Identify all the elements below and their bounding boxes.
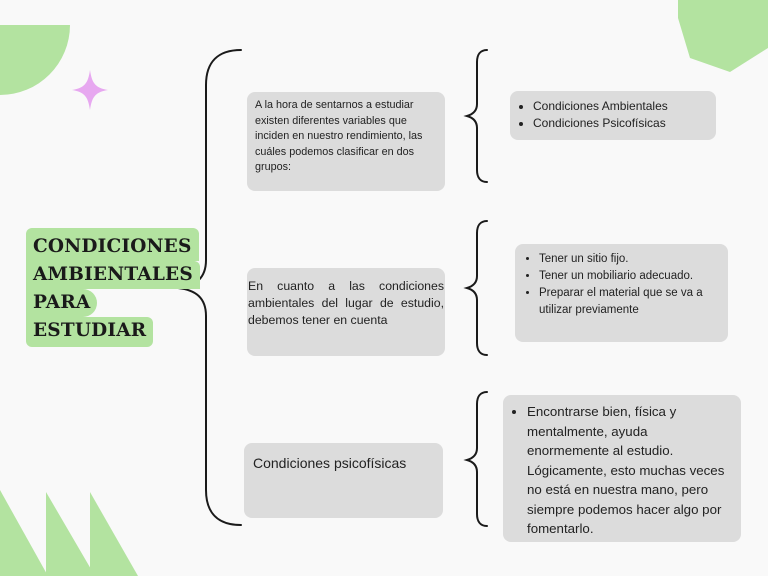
green-triangle-decoration-1 [0,490,48,576]
green-triangle-decoration-3 [90,492,138,576]
green-quarter-circle-decoration [0,25,70,95]
brace-2 [467,221,487,355]
title-line: ESTUDIAR [26,317,153,347]
detail-item: • Encontrarse bien, física y mentalmente, ayuda enormemente al estudio. Lógicamente, esto muchas veces no está en nuestra mano, pero siempre podemos hacer algo por fomentarlo. [527,402,733,539]
branch-3-details-box [503,395,741,542]
green-hexagon-decoration [678,0,768,72]
branch-2-text: En cuanto a las condiciones ambientales del lugar de estudio, debemos tener en cuenta [248,279,444,327]
title-line: PARA [26,289,97,317]
detail-item: • Condiciones Psicofísicas [533,115,710,132]
detail-item: • Tener un mobiliario adecuado. [539,268,724,285]
branch-3-text: Condiciones psicofísicas [253,455,407,471]
title-line: CONDICIONES [26,228,199,261]
brace-3 [467,392,487,526]
main-title [26,228,200,347]
branch-3-box [244,443,443,518]
branch-2-box [247,268,445,356]
brace-1 [467,50,487,182]
branch-2-details-box [515,244,728,342]
sparkle-icon [72,70,108,110]
title-line: AMBIENTALES [26,261,200,289]
detail-item: • Condiciones Ambientales [533,98,710,115]
branch-1-text: A la hora de sentarnos a estudiar existen diferentes variables que inciden en nuestro rendimiento, las cuáles podemos clasificar en dos grupos: [255,99,423,173]
detail-item: • Tener un sitio fijo. [539,251,724,268]
detail-item: • Preparar el material que se va a utilizar previamente [539,285,724,319]
green-triangle-decoration-2 [46,492,95,576]
branch-1-details-box [510,91,716,140]
branch-1-box [247,92,445,191]
